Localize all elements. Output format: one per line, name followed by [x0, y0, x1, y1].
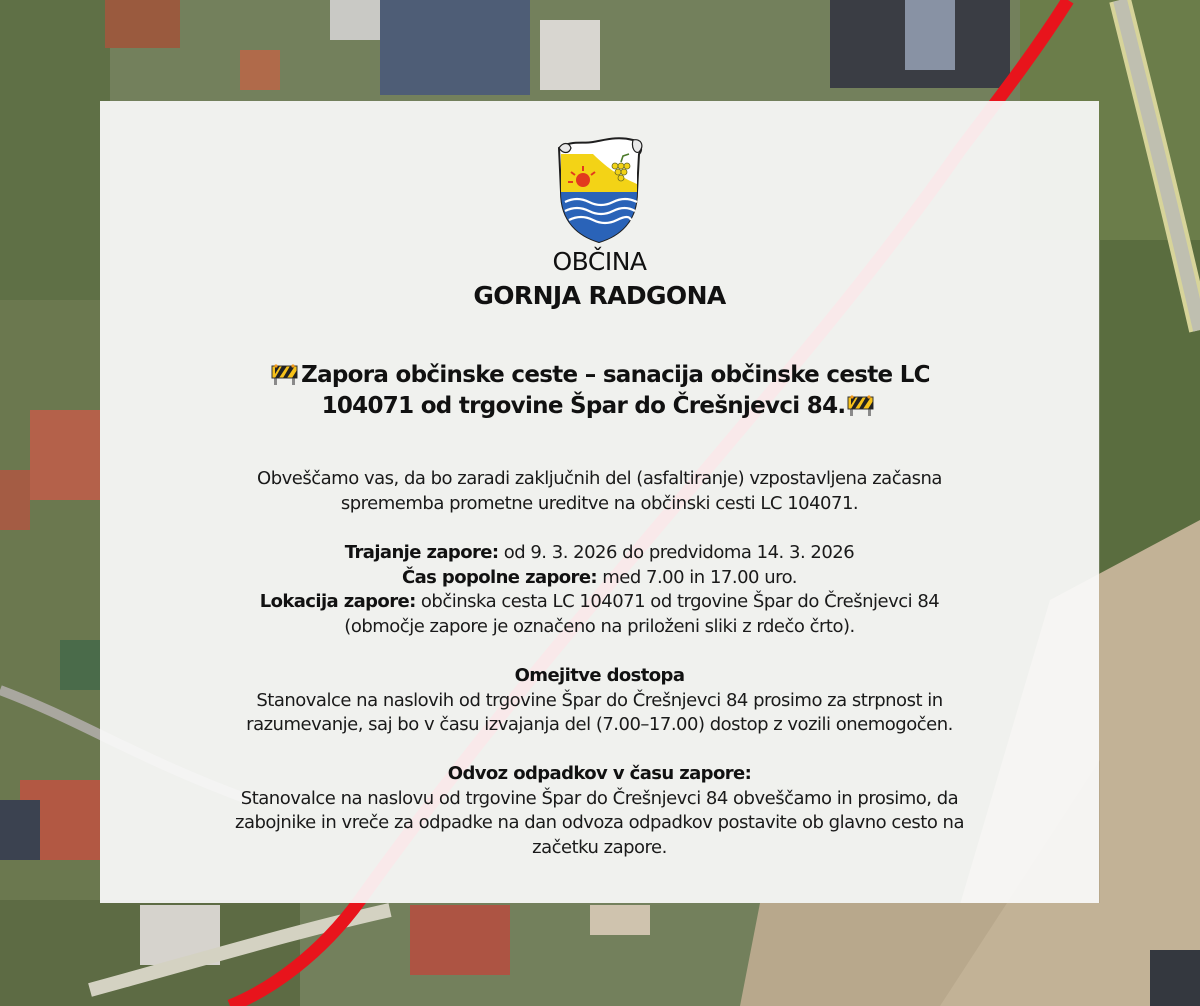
duration-value: od 9. 3. 2026 do predvidoma 14. 3. 2026 — [498, 542, 855, 563]
duration-label: Trajanje zapore: — [344, 542, 499, 563]
access-section — [130, 664, 1069, 738]
notice-card — [100, 101, 1099, 903]
intro-line-1: Obveščamo vas, da bo zaradi zaključnih del (asfaltiranje) vzpostavljena začasna — [257, 468, 942, 489]
duration-row — [130, 541, 1069, 566]
waste-line-2: zabojnike in vreče za odpadke na dan odvoza odpadkov postavite ob glavno cesto na — [235, 812, 964, 833]
organization-line-1: OBČINA — [552, 247, 647, 276]
access-title: Omejitve dostopa — [514, 665, 685, 686]
location-note: (območje zapore je označeno na priloženi sliki z rdečo črto). — [344, 615, 855, 637]
full-closure-value: med 7.00 in 17.00 uro. — [597, 566, 798, 588]
waste-line-1: Stanovalce na naslovu od trgovine Špar do Črešnjevci 84 obveščamo in prosimo, da — [240, 787, 959, 809]
headline-line-1: Zapora občinske ceste – sanacija občinske ceste LC — [301, 362, 930, 388]
waste-section — [130, 762, 1069, 860]
location-row — [130, 590, 1069, 615]
location-value: občinska cesta LC 104071 od trgovine Špar do Črešnjevci 84 — [415, 591, 940, 612]
intro-line-2: sprememba prometne ureditve na občinski cesti LC 104071. — [340, 492, 859, 514]
access-line-2: razumevanje, saj bo v času izvajanja del (7.00–17.00) dostop z vozili onemogočen. — [246, 714, 953, 735]
waste-line-3: začetku zapore. — [532, 836, 667, 858]
waste-title: Odvoz odpadkov v času zapore: — [447, 763, 752, 784]
construction-barrier-icon — [847, 395, 874, 416]
access-line-1: Stanovalce na naslovih od trgovine Špar do Črešnjevci 84 prosimo za strpnost in — [256, 689, 943, 711]
notice-headline — [190, 360, 1009, 422]
full-closure-label: Čas popolne zapore: — [401, 566, 598, 588]
intro-paragraph — [130, 467, 1069, 516]
full-closure-row — [130, 566, 1069, 591]
location-label: Lokacija zapore: — [259, 591, 416, 612]
municipal-coat-of-arms-icon — [553, 134, 645, 244]
construction-barrier-icon — [271, 364, 298, 385]
closure-details — [130, 541, 1069, 639]
headline-line-2: 104071 od trgovine Špar do Črešnjevci 84. — [321, 393, 846, 419]
organization-name: GORNJA RADGONA — [473, 281, 726, 310]
